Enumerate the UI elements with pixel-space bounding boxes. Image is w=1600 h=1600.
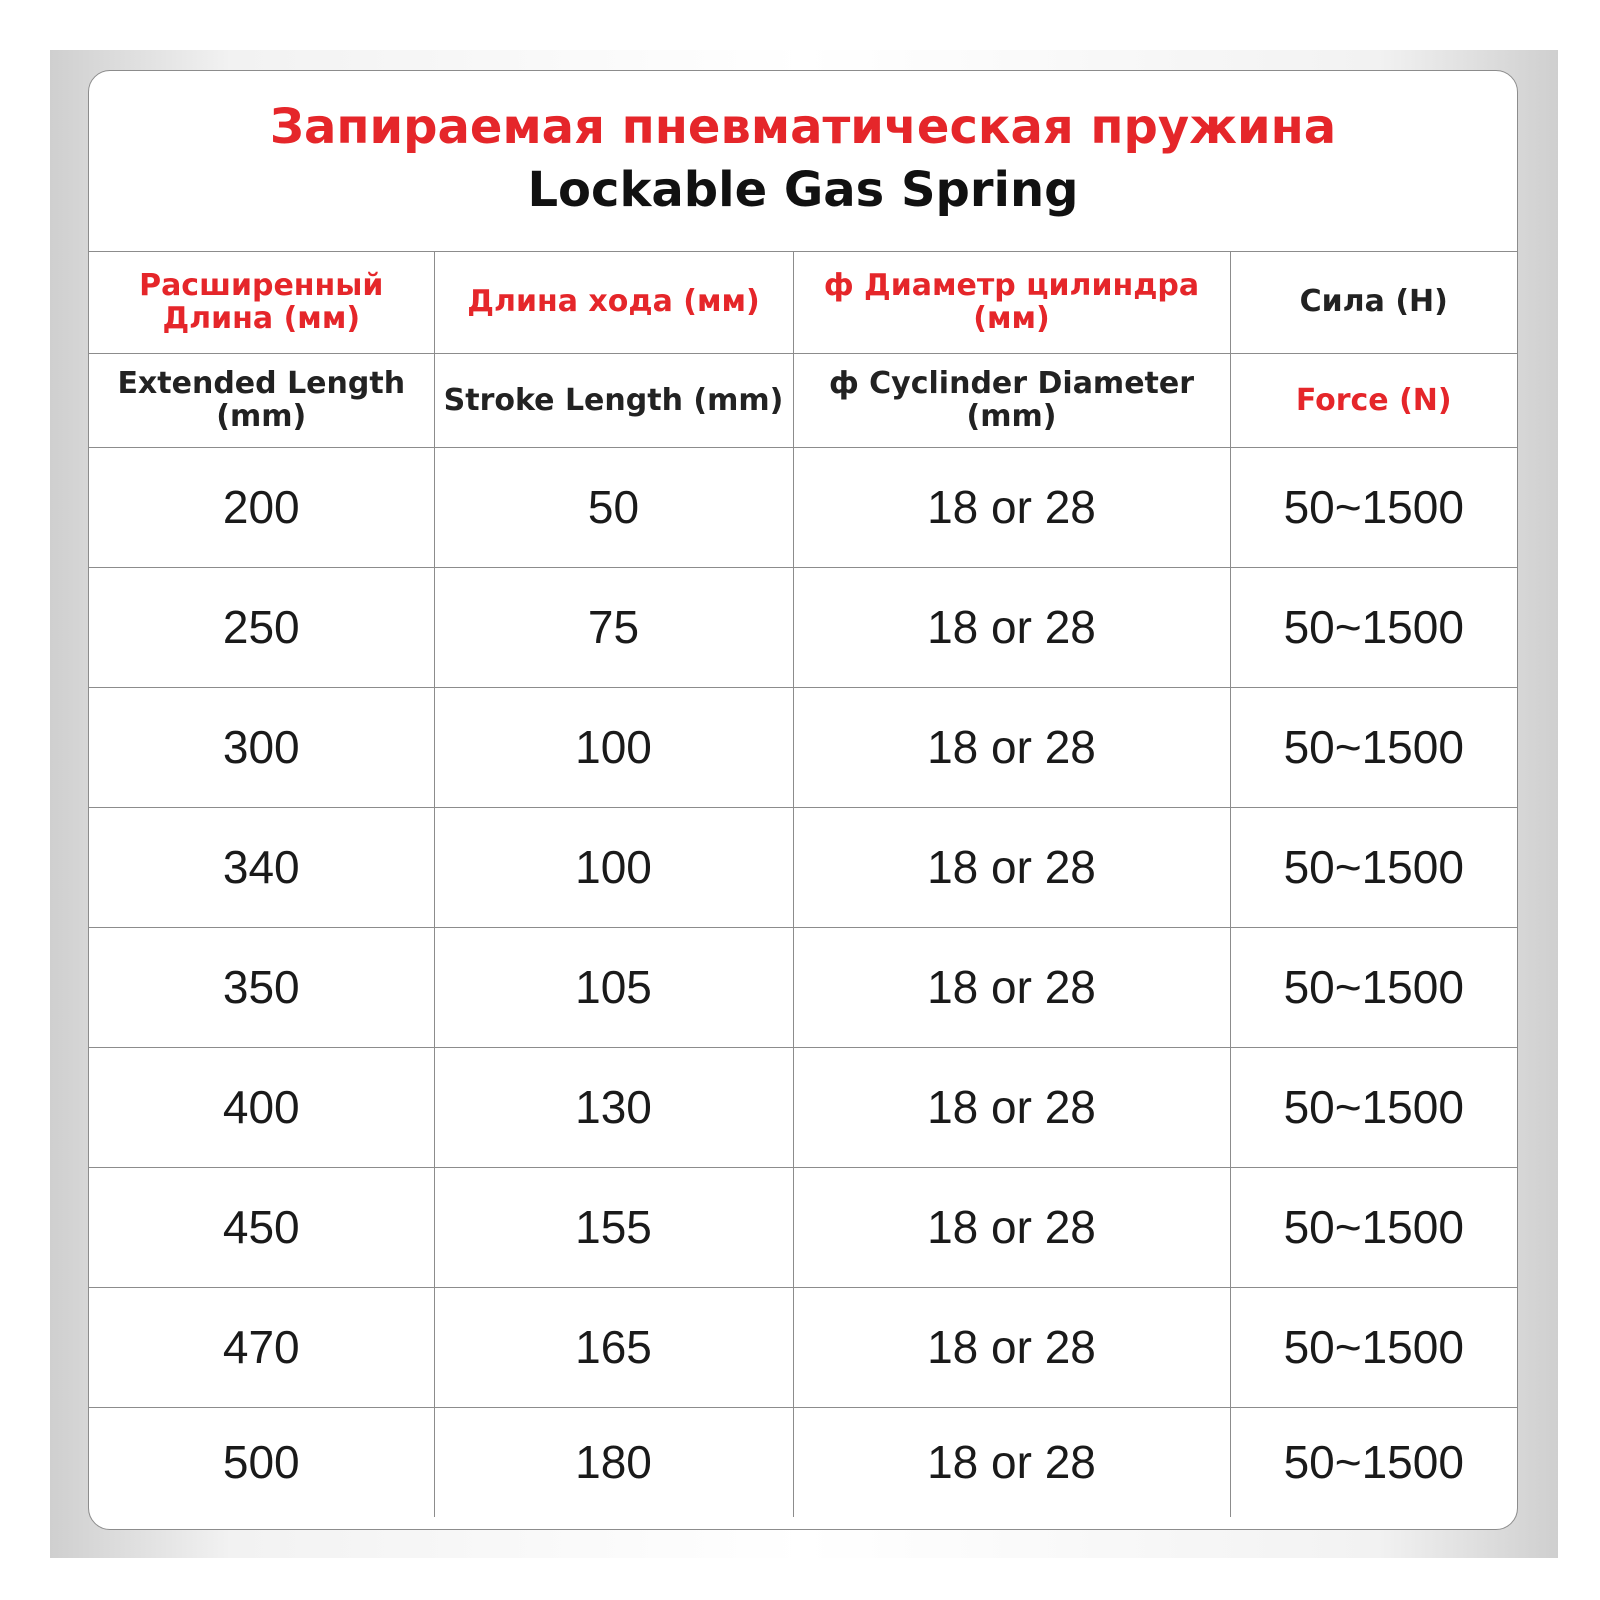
header-cylinder-diameter-en: ф Cyclinder Diameter (mm) [793, 353, 1230, 447]
cell-force: 50~1500 [1283, 1436, 1464, 1489]
cell-force: 50~1500 [1230, 807, 1517, 927]
cell-extended-length: 340 [89, 807, 434, 927]
cell-extended-length: 500 [89, 1407, 434, 1517]
header-extended-length-en: Extended Length (mm) [89, 353, 434, 447]
image-frame [50, 50, 1558, 1558]
cell-extended-length: 300 [89, 687, 434, 807]
spec-table [89, 251, 1517, 1517]
cell-force: 50~1500 [1230, 687, 1517, 807]
cell-stroke-length: 100 [434, 687, 793, 807]
cell-cylinder-diameter: 18 or 28 [793, 447, 1230, 567]
table-row [89, 1167, 1517, 1287]
table-row [89, 447, 1517, 567]
cell-cylinder-diameter: 18 or 28 [793, 1407, 1230, 1517]
table-row [89, 927, 1517, 1047]
cell-cylinder-diameter: 18 or 28 [793, 927, 1230, 1047]
spec-card [88, 70, 1518, 1530]
cell-stroke-length: 50 [434, 447, 793, 567]
cell-force: 50~1500 [1230, 1167, 1517, 1287]
header-extended-length-ru: Расширенный Длина (мм) [89, 251, 434, 353]
title-area [89, 71, 1517, 252]
cell-extended-length: 250 [89, 567, 434, 687]
header-cylinder-diameter-ru: ф Диаметр цилиндра (мм) [793, 251, 1230, 353]
cell-stroke-length: 165 [434, 1287, 793, 1407]
header-row-english [89, 353, 1517, 447]
cell-force: 50~1500 [1230, 447, 1517, 567]
cell-cylinder-diameter: 18 or 28 [793, 687, 1230, 807]
title-russian: Запираемая пневматическая пружина [269, 99, 1337, 155]
cell-cylinder-diameter: 18 or 28 [793, 1047, 1230, 1167]
cell-stroke-length: 155 [434, 1167, 793, 1287]
cell-cylinder-diameter: 18 or 28 [793, 567, 1230, 687]
cell-extended-length: 400 [89, 1047, 434, 1167]
header-stroke-length-ru: Длина хода (мм) [434, 251, 793, 353]
table-row [89, 1287, 1517, 1407]
cell-extended-length: 350 [89, 927, 434, 1047]
table-row [89, 687, 1517, 807]
header-force-en: Force (N) [1230, 353, 1517, 447]
cell-extended-length: 200 [89, 447, 434, 567]
header-stroke-length-en: Stroke Length (mm) [434, 353, 793, 447]
cell-stroke-length: 100 [434, 807, 793, 927]
cell-force: 50~1500 [1230, 1287, 1517, 1407]
cell-extended-length: 450 [89, 1167, 434, 1287]
cell-stroke-length: 105 [434, 927, 793, 1047]
table-row [89, 807, 1517, 927]
cell-cylinder-diameter: 18 or 28 [793, 1287, 1230, 1407]
title-english: Lockable Gas Spring [527, 162, 1079, 218]
header-row-russian [89, 251, 1517, 353]
cell-extended-length: 470 [89, 1287, 434, 1407]
cell-stroke-length: 75 [434, 567, 793, 687]
table-row [89, 1047, 1517, 1167]
cell-cylinder-diameter: 18 or 28 [793, 807, 1230, 927]
cell-force: 50~1500 [1230, 567, 1517, 687]
cell-stroke-length: 130 [434, 1047, 793, 1167]
table-row [89, 567, 1517, 687]
cell-force: 50~1500 [1230, 927, 1517, 1047]
cell-force: 50~1500 [1230, 1047, 1517, 1167]
cell-cylinder-diameter: 18 or 28 [793, 1167, 1230, 1287]
cell-stroke-length: 180 [434, 1407, 793, 1517]
header-force-ru: Сила (Н) [1230, 251, 1517, 353]
table-row [89, 1407, 1517, 1517]
